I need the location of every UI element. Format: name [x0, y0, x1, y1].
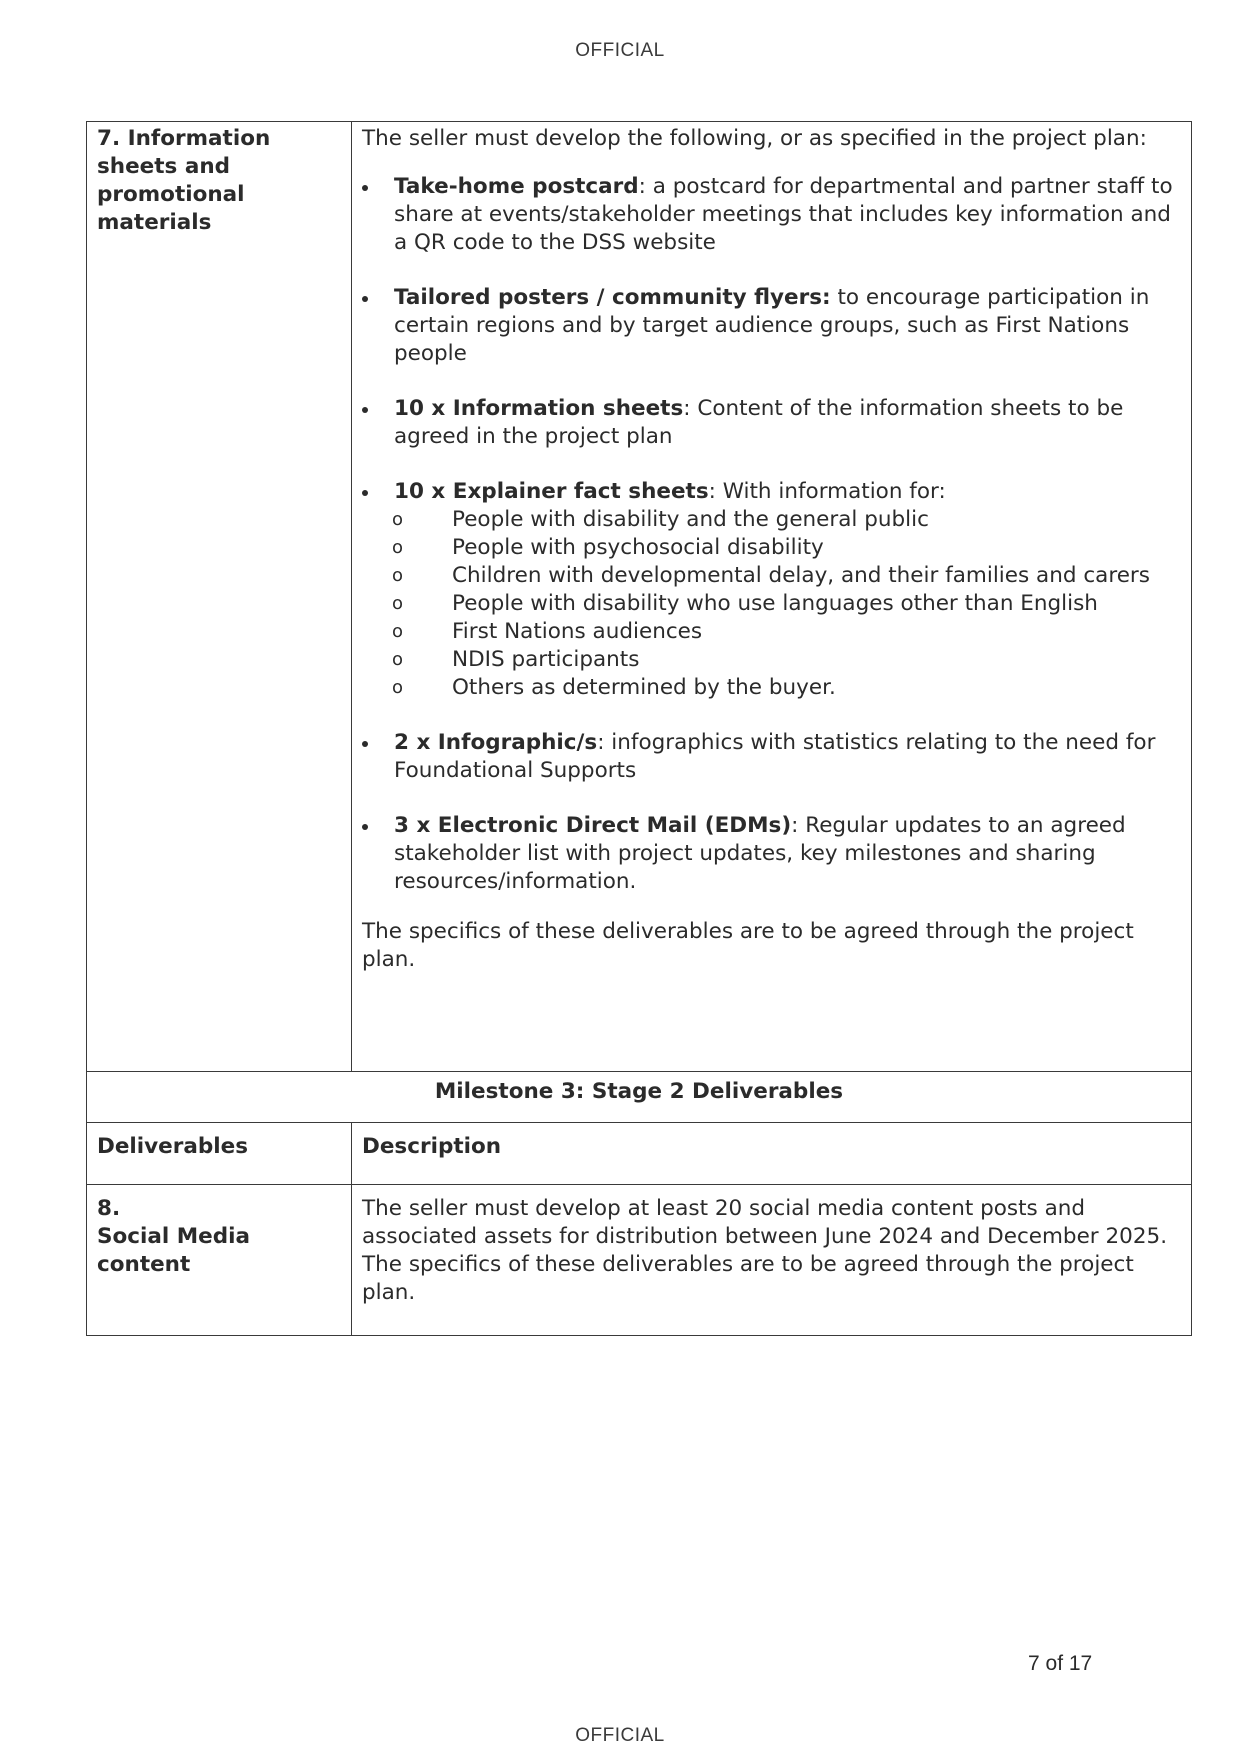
sublist-item-text: Others as determined by the buyer. — [452, 675, 836, 700]
sublist-item — [362, 646, 1181, 674]
sublist-item — [362, 674, 1181, 702]
item-separator: : — [683, 396, 698, 421]
circle-bullet-icon: o — [392, 565, 404, 586]
item-title: 10 x Information sheets — [394, 396, 684, 421]
sublist-item — [362, 506, 1181, 534]
item-text: Regular updates to an agreed stakeholder list with project updates, key milestones and sharing resources/information. — [394, 813, 1126, 894]
circle-bullet-icon: o — [392, 621, 404, 642]
column-header-label: Deliverables — [97, 1134, 249, 1159]
item-text: to encourage participation in certain regions and by target audience groups, such as First Nations people — [394, 285, 1150, 366]
item-text: Content of the information sheets to be agreed in the project plan — [394, 396, 1124, 449]
deliverable-number-8: 8. — [97, 1196, 121, 1221]
deliverable-heading-7: 7. Information sheets and promotional materials — [97, 126, 271, 235]
bullet-icon — [362, 824, 368, 830]
list-item-infographics — [362, 729, 1181, 785]
list-item-postcard — [362, 173, 1181, 257]
column-header-deliverables — [87, 1123, 352, 1185]
item-title: 3 x Electronic Direct Mail (EDMs) — [394, 813, 792, 838]
sublist-item-text: People with psychosocial disability — [452, 535, 824, 560]
deliverables-list — [362, 173, 1181, 896]
sublist-item — [362, 618, 1181, 646]
circle-bullet-icon: o — [392, 537, 404, 558]
deliverable-heading-8: Social Media content — [97, 1224, 250, 1277]
item-text: With information for: — [722, 479, 946, 504]
social-media-description: The seller must develop at least 20 social media content posts and associated assets for distribution between June 2024 and December 2025. The specifics of these deliverables are to be agreed through the project plan. — [362, 1196, 1168, 1305]
item-title: 2 x Infographic/s — [394, 730, 598, 755]
sublist-item — [362, 590, 1181, 618]
description-cell — [352, 1185, 1192, 1336]
milestone-title: Milestone 3: Stage 2 Deliverables — [434, 1079, 844, 1104]
deliverable-cell — [87, 122, 352, 1072]
audience-sublist — [362, 506, 1181, 702]
item-separator: : — [708, 479, 723, 504]
section-intro: The seller must develop the following, or as specified in the project plan: — [362, 126, 1147, 151]
deliverable-cell — [87, 1185, 352, 1336]
column-header-label: Description — [362, 1134, 502, 1159]
item-separator: : — [597, 730, 612, 755]
milestone-cell — [87, 1072, 1192, 1123]
list-item-edms — [362, 812, 1181, 896]
table-row-social-media — [87, 1185, 1192, 1336]
item-separator: : — [791, 813, 806, 838]
item-text: infographics with statistics relating to the need for Foundational Supports — [394, 730, 1156, 783]
table-header-row — [87, 1123, 1192, 1185]
item-title: Take-home postcard — [394, 174, 639, 199]
page-number: 7 of 17 — [1028, 1652, 1093, 1675]
item-separator: : — [638, 174, 653, 199]
sublist-item — [362, 562, 1181, 590]
sublist-item-text: People with disability and the general public — [452, 507, 929, 532]
circle-bullet-icon: o — [392, 677, 404, 698]
circle-bullet-icon: o — [392, 593, 404, 614]
column-header-description — [352, 1123, 1192, 1185]
bullet-icon — [362, 407, 368, 413]
item-text: a postcard for departmental and partner staff to share at events/stakeholder meetings that includes key information and a QR code to the DSS website — [394, 174, 1173, 255]
sublist-item-text: First Nations audiences — [452, 619, 703, 644]
sublist-item-text: NDIS participants — [452, 647, 640, 672]
sublist-item-text: People with disability who use languages other than English — [452, 591, 1098, 616]
sublist-item — [362, 534, 1181, 562]
description-cell — [352, 122, 1192, 1072]
item-title: Tailored posters / community flyers: — [394, 285, 831, 310]
circle-bullet-icon: o — [392, 649, 404, 670]
circle-bullet-icon: o — [392, 509, 404, 530]
table-row-milestone — [87, 1072, 1192, 1123]
classification-footer: OFFICIAL — [575, 1725, 665, 1746]
list-item-explainer-fact-sheets — [362, 478, 1181, 702]
classification-header: OFFICIAL — [575, 40, 665, 61]
deliverables-table — [86, 121, 1192, 1336]
bullet-icon — [362, 741, 368, 747]
item-title: 10 x Explainer fact sheets — [394, 479, 709, 504]
list-item-information-sheets — [362, 395, 1181, 451]
table-row-information-sheets — [87, 122, 1192, 1072]
bullet-icon — [362, 490, 368, 496]
list-item-posters — [362, 284, 1181, 368]
sublist-item-text: Children with developmental delay, and their families and carers — [452, 563, 1150, 588]
bullet-icon — [362, 185, 368, 191]
section-outro: The specifics of these deliverables are to be agreed through the project plan. — [362, 919, 1134, 972]
bullet-icon — [362, 296, 368, 302]
